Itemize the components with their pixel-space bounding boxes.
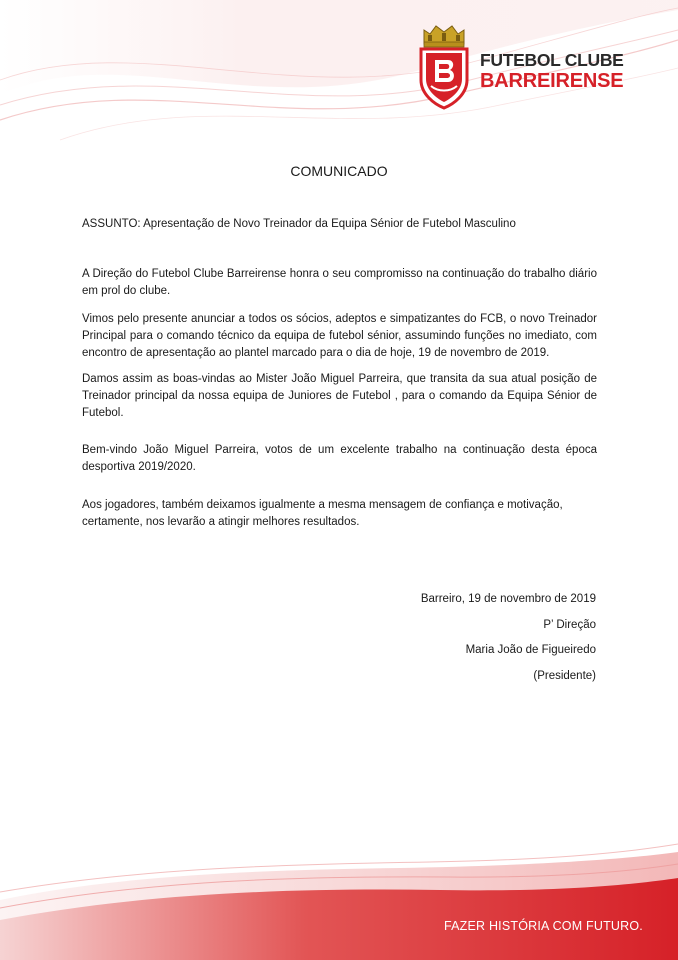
footer-slogan: FAZER HISTÓRIA COM FUTURO.: [444, 919, 643, 933]
signature-name: Maria João de Figueiredo: [465, 644, 596, 656]
footer-wave-decoration: [0, 830, 678, 960]
signature-place-date: Barreiro, 19 de novembro de 2019: [420, 593, 596, 605]
paragraph-2: Vimos pelo presente anunciar a todos os sócios, adeptos e simpatizantes do FCB, o novo Treinador Principal para o comando técnico da equipa de futebol sénior, assumindo funções no imediato, com encontro de apresentação ao plantel marcado para o dia de hoje, 19 de novembro de 2019.: [82, 313, 597, 359]
document-subject: ASSUNTO: Apresentação de Novo Treinador da Equipa Sénior de Futebol Masculino: [82, 218, 516, 230]
club-logo: [418, 20, 628, 112]
paragraph-3: Damos assim as boas-vindas ao Mister João Miguel Parreira, que transita da sua atual posição de Treinador principal da nossa equipa de Juniores de Futebol , para o comando da Equipa Sénior de Futebol.: [82, 373, 597, 419]
signature-role: (Presidente): [533, 670, 596, 682]
club-name: [480, 50, 630, 92]
club-name-line1: FUTEBOL CLUBE: [480, 50, 624, 70]
club-crest-icon: [418, 20, 470, 110]
signature-on-behalf: P’ Direção: [543, 619, 596, 631]
paragraph-4: Bem-vindo João Miguel Parreira, votos de um excelente trabalho na continuação desta época desportiva 2019/2020.: [82, 444, 597, 473]
paragraph-5: Aos jogadores, também deixamos igualmente a mesma mensagem de confiança e motivação, certamente, nos levarão a atingir melhores resultados.: [82, 499, 563, 528]
club-name-line2: BARREIRENSE: [480, 70, 624, 92]
paragraph-1: A Direção do Futebol Clube Barreirense honra o seu compromisso na continuação do trabalho diário em prol do clube.: [82, 268, 597, 297]
document-title: COMUNICADO: [290, 163, 388, 179]
